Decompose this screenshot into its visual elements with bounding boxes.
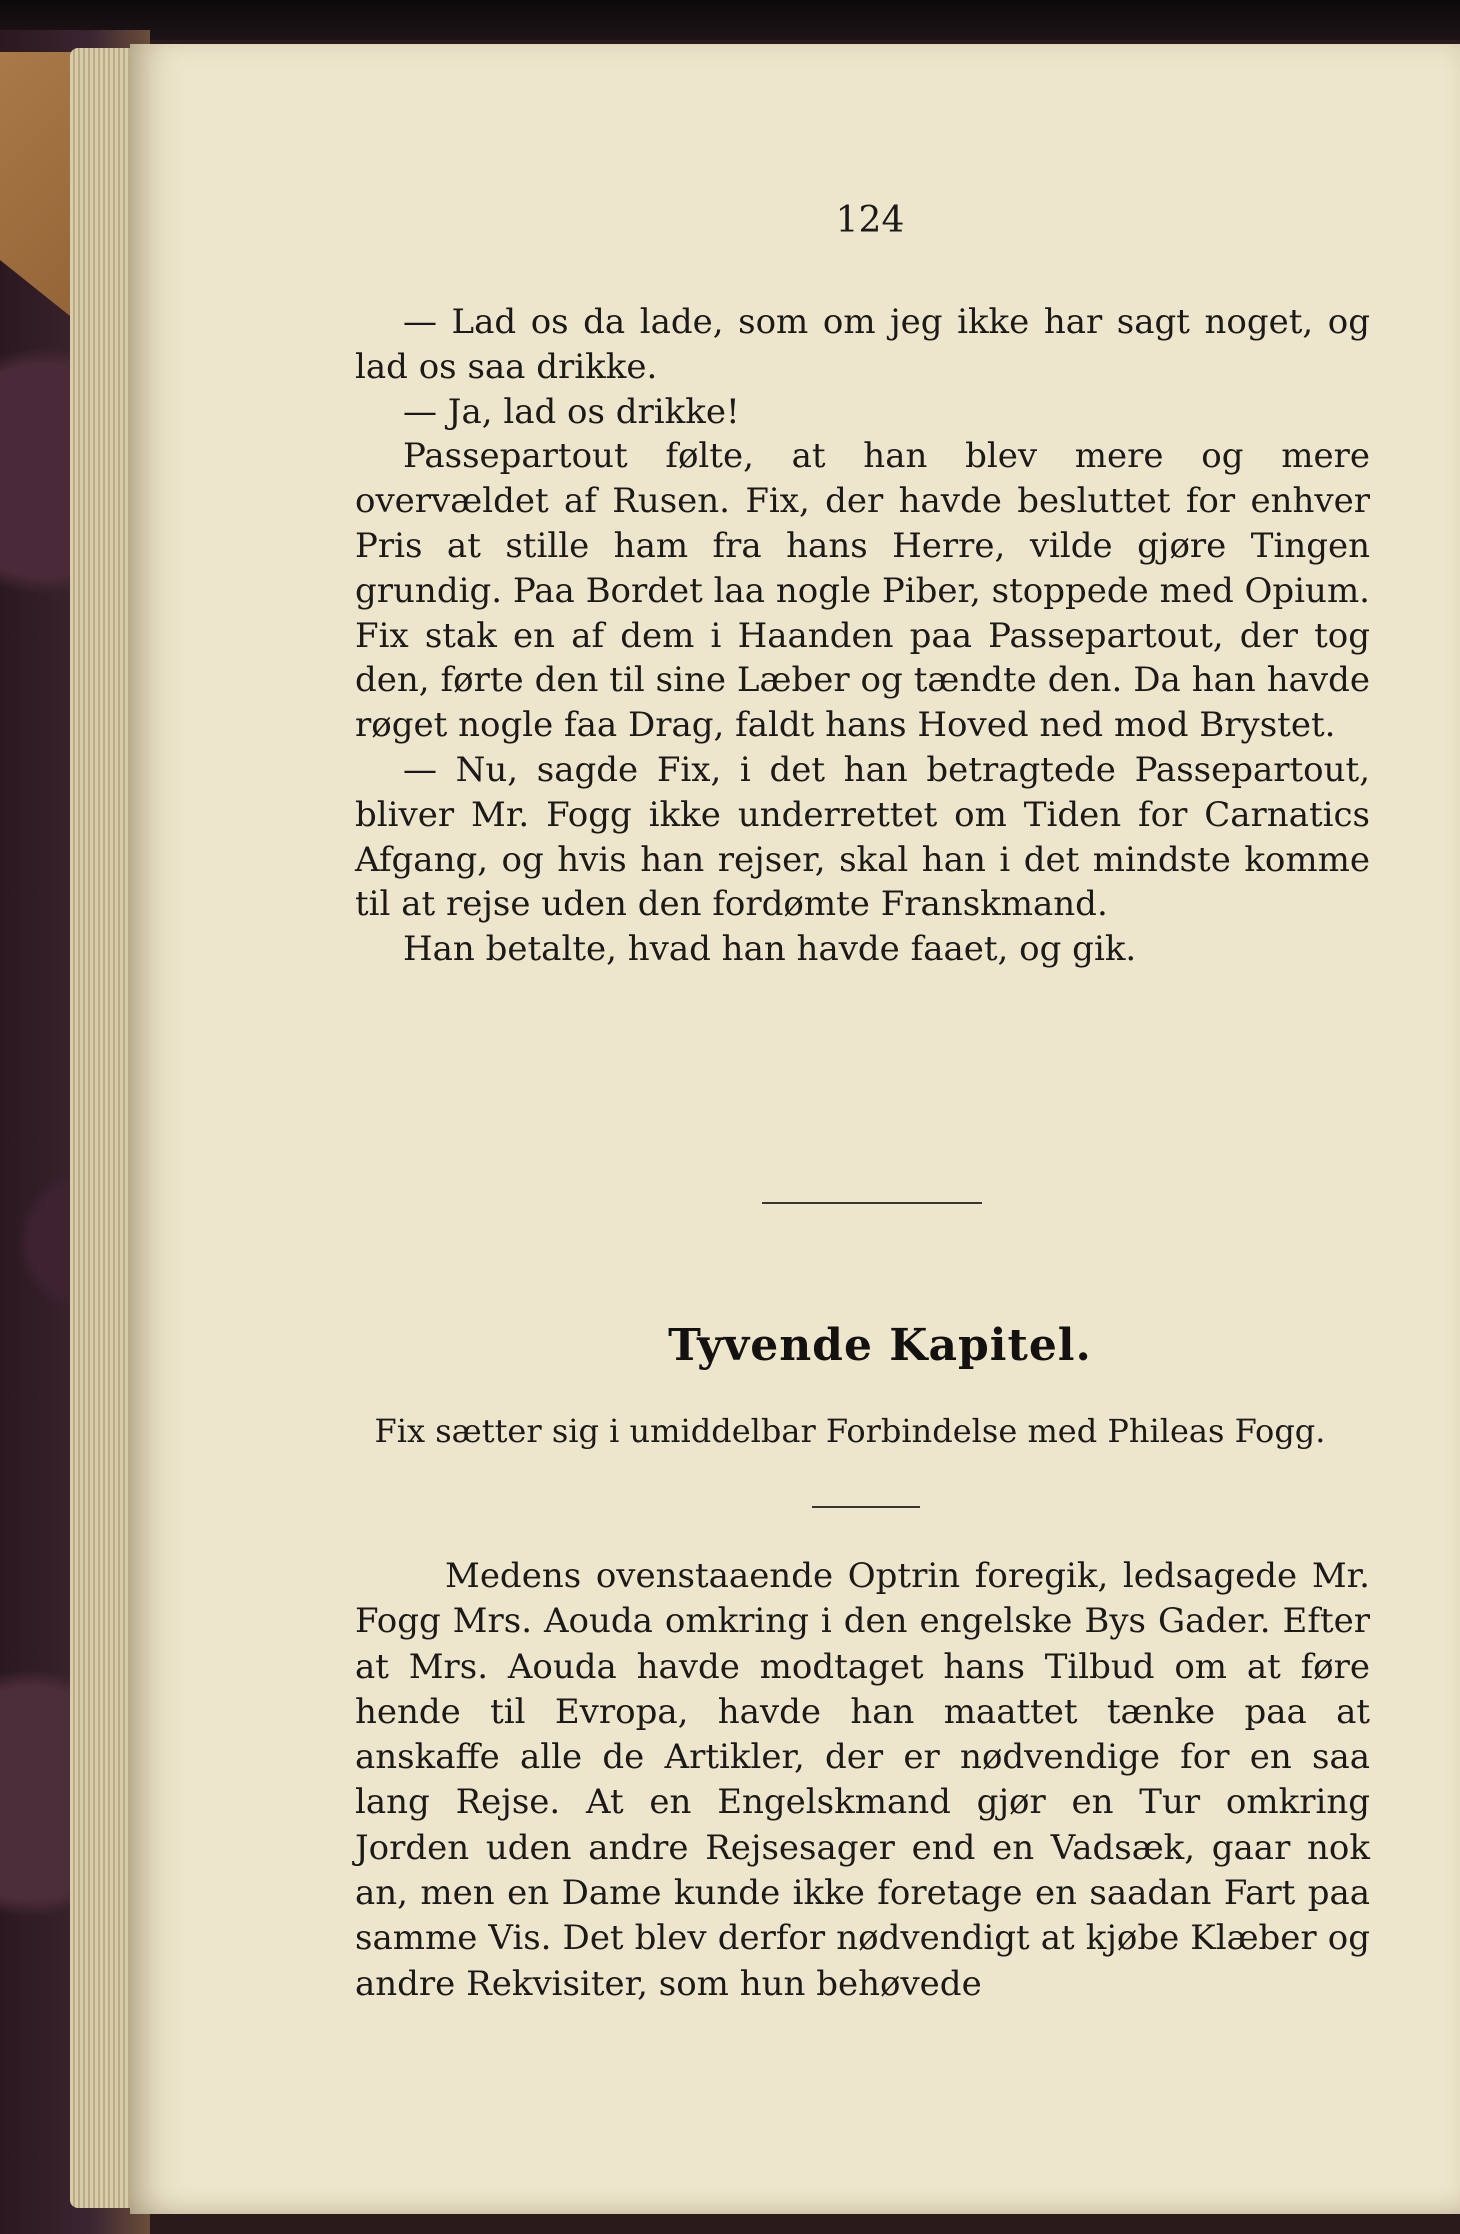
page-number: 124 — [835, 200, 905, 241]
section-divider — [762, 1202, 982, 1204]
paragraph: Han betalte, hvad han havde faaet, og gik. — [403, 929, 1137, 970]
paragraph: Medens ovenstaaende Optrin foregik, ledsagede Mr. Fogg Mrs. Aouda omkring i den engelske Bys Gader. Efter at Mrs. Aouda havde modtaget hans Tilbud om at føre hende til Evropa, havde han maattet tænke paa at anskaffe alle de Artikler, der er nødvendige for en saa lang Rejse. At en Engelskmand gjør en Tur omkring Jorden uden andre Rejsesager end en Vadsæk, gaar nok an, men en Dame kunde ikke foretage en saadan Fart paa samme Vis. Det blev derfor nødvendigt at kjøbe Klæber og andre Rekvisiter, som hun behøvede — [355, 1556, 1370, 2004]
paragraph: — Lad os da lade, som om jeg ikke har sagt noget, og lad os saa drikke. — [355, 302, 1370, 387]
background-top — [0, 0, 1460, 40]
body-text-bottom — [355, 1554, 1370, 2007]
paragraph: Passepartout følte, at han blev mere og mere overvældet af Rusen. Fix, der havde besluttet for enhver Pris at stille ham fra hans Herre, vilde gjøre Tingen grundig. Paa Bordet laa nogle Piber, stoppede med Opium. Fix stak en af dem i Haanden paa Passepartout, der tog den, førte den til sine Læber og tændte den. Da han havde røget nogle faa Drag, faldt hans Hoved ned mod Brystet. — [355, 436, 1370, 746]
chapter-title: Tyvende Kapitel. — [668, 1320, 1092, 1371]
body-text-top — [355, 300, 1370, 972]
paragraph: — Nu, sagde Fix, i det han betragtede Passepartout, bliver Mr. Fogg ikke underrettet om Tiden for Carnatics Afgang, og hvis han rejser, skal han i det mindste komme til at rejse uden den fordømte Franskmand. — [355, 749, 1370, 925]
chapter-subtitle: Fix sætter sig i umiddelbar Forbindelse med Phileas Fogg. — [374, 1412, 1326, 1450]
subtitle-divider — [812, 1506, 920, 1508]
paragraph: — Ja, lad os drikke! — [403, 391, 740, 432]
